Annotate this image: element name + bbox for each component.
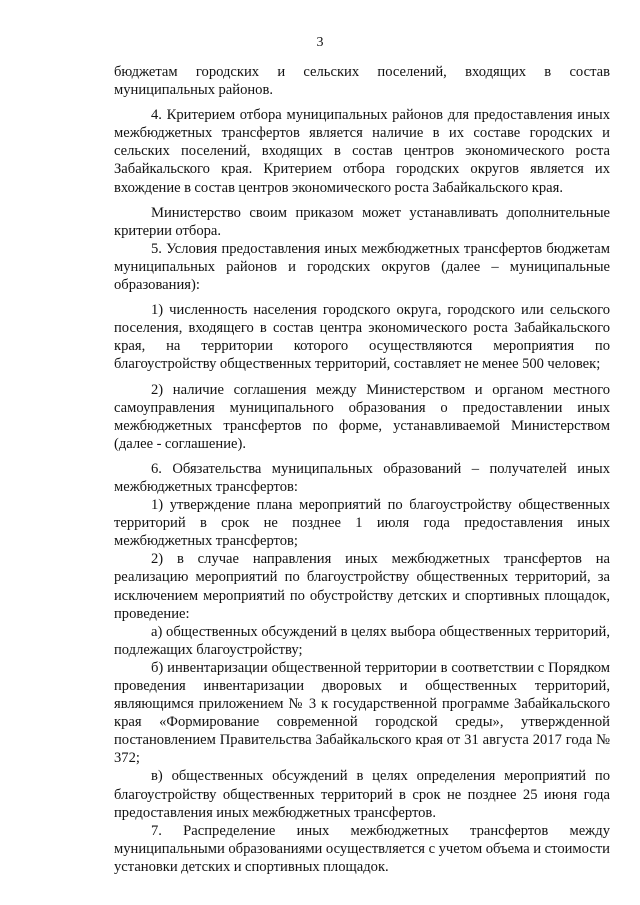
paragraph-item-6: 6. Обязательства муниципальных образований – получателей иных межбюджетных трансфертов: (114, 460, 610, 495)
paragraph-item-6-2-b: б) инвентаризации общественной территории в соответствии с Порядком проведения инвентаризации дворовых и общественных территорий, являющимся приложением № 3 к государственной программе Забайкальского края «Формирование современной городской среды», утвержденной постановлением Правительства Забайкальского края от 31 августа 2017 года № 372; (114, 659, 610, 767)
paragraph-item-4: 4. Критерием отбора муниципальных районов для предоставления иных межбюджетных трансфертов является наличие в их составе городских и сельских поселений, входящих в состав центров экономического роста Забайкальского края. Критерием отбора городских округов является их вхождение в состав центров экономического роста Забайкальского края. (114, 107, 610, 196)
paragraph-item-6-2-a: а) общественных обсуждений в целях выбора общественных территорий, подлежащих благоустройству; (114, 623, 610, 658)
paragraph-item-5: 5. Условия предоставления иных межбюджетных трансфертов бюджетам муниципальных районов и городских округов (далее – муниципальные образования): (114, 240, 610, 294)
paragraph-continuation: бюджетам городских и сельских поселений, входящих в состав муниципальных районов. (114, 64, 610, 99)
page-number: 3 (316, 35, 324, 50)
document-body (114, 63, 610, 876)
paragraph-item-5-2: 2) наличие соглашения между Министерством и органом местного самоуправления муниципального образования о предоставлении иных межбюджетных трансфертов по форме, устанавливаемой Министерством (далее - соглашение). (114, 381, 610, 452)
paragraph-item-6-1: 1) утверждение плана мероприятий по благоустройству общественных территорий в срок не позднее 1 июля года предоставления иных межбюджетных трансфертов; (114, 497, 610, 550)
paragraph-item-6-2: 2) в случае направления иных межбюджетных трансфертов на реализацию мероприятий по благоустройству общественных территорий, за исключением мероприятий по обустройству детских и спортивных площадок, проведение: (114, 551, 610, 622)
paragraph-item-7: 7. Распределение иных межбюджетных трансфертов между муниципальными образованиями осуществляется с учетом объема и стоимости установки детских и спортивных площадок. (114, 822, 610, 875)
paragraph-item-5-1: 1) численность населения городского округа, городского или сельского поселения, входящего в состав центра экономического роста Забайкальского края, на территории которого осуществляются мероприятия по благоустройству общественных территорий, составляет не менее 500 человек; (114, 302, 610, 373)
paragraph-item-6-2-v: в) общественных обсуждений в целях определения мероприятий по благоустройству общественных территорий в срок не позднее 25 июня года предоставления иных межбюджетных трансфертов. (114, 768, 610, 821)
paragraph-ministry-criteria: Министерство своим приказом может устанавливать дополнительные критерии отбора. (114, 204, 610, 239)
